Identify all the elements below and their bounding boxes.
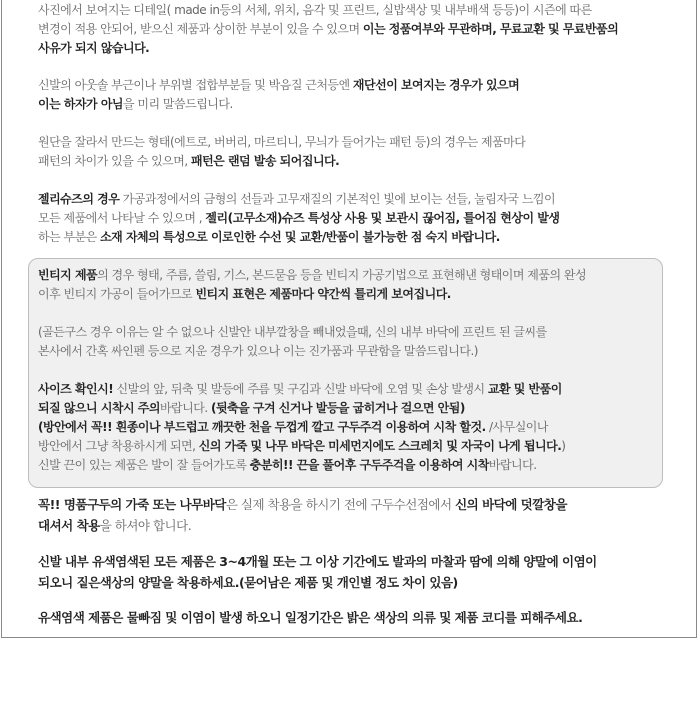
detail-notice <box>38 1 678 58</box>
size-check-emphasis4: (방안에서 꼭!! 흰종이나 부드럽고 깨끗한 천을 두껍게 깔고 구두주걱 이용하여 시착 할것. <box>38 420 486 434</box>
pattern-notice-line1: 원단을 잘라서 만드는 형태(에트로, 버버리, 마르티니, 무늬가 들어가는 패턴 등)의 경우는 제품마다 <box>38 135 526 149</box>
size-check-notice <box>38 380 678 475</box>
dye-transfer-notice <box>38 551 678 593</box>
color-fade-line1: 유색염색 제품은 물빠짐 및 이염이 발생 하오니 일정기간은 밝은 색상의 의류 및 제품 코디를 피해주세요. <box>38 610 583 625</box>
vintage-title: 빈티지 제품 <box>38 268 98 282</box>
seam-notice-not-defect: 이는 하자가 아님 <box>38 97 124 111</box>
jelly-shoes-line1: 가공과정에서의 금형의 선들과 고무재질의 기본적인 빛에 보이는 선들, 눌림자국 느낌이 <box>119 192 556 206</box>
pattern-notice-emphasis: 패턴은 랜덤 발송 되어집니다. <box>191 154 340 168</box>
detail-notice-line1: 사진에서 보여지는 디테일( made in등의 서체, 위치, 음각 및 프린트, 실밥색상 및 내부배색 등등)이 시즌에 따른 <box>38 3 592 17</box>
golden-goose-line2: 본사에서 간혹 싸인펜 등으로 지운 경우가 있으나 이는 진가품과 무관함을 말씀드립니다.) <box>38 344 478 358</box>
pattern-notice-line2: 패턴의 차이가 있을 수 있으며, <box>38 154 191 168</box>
leather-sole-emphasis3: 대셔서 착용 <box>38 518 100 533</box>
leather-sole-emphasis1: 꼭!! 명품구두의 가죽 또는 나무바닥 <box>38 497 226 512</box>
jelly-shoes-emphasis2: 소재 자체의 특성으로 이로인한 수선 및 교환/반품이 불가능한 점 숙지 바랍니다. <box>100 230 500 244</box>
seam-notice-line1: 신발의 아웃솔 부근이나 부위별 접합부분들 및 박음질 근처등엔 <box>38 78 353 92</box>
jelly-shoes-title: 젤리슈즈의 경우 <box>38 192 120 206</box>
size-check-line4: 방안에서 그냥 착용하시게 되면, <box>38 439 199 453</box>
jelly-shoes-line2: 모든 제품에서 나타날 수 있으며 , <box>38 211 206 225</box>
jelly-shoes-notice <box>38 190 678 247</box>
size-check-emphasis3: (뒷축을 구겨 신거나 발등을 굽히거나 걸으면 안됨) <box>210 401 465 415</box>
size-check-emphasis5: 신의 가죽 및 나무 바닥은 미세먼지에도 스크레치 및 자국이 나게 됩니다. <box>198 439 562 453</box>
seam-notice-line2: 을 미리 말씀드립니다. <box>123 97 233 111</box>
size-check-emphasis2: 되질 않으니 시착시 주의 <box>38 401 160 415</box>
dye-transfer-line2: 되오니 짙은색상의 양말을 착용하세요.(묻어남은 제품 및 개인별 정도 차이 있음) <box>38 575 458 590</box>
size-check-line5: 신발 끈이 있는 제품은 발이 잘 들어가도록 <box>38 458 250 472</box>
size-check-line1: 신발의 앞, 뒤축 및 발등에 주름 및 구김과 신발 바닥에 오염 및 손상 발생시 <box>113 382 488 396</box>
leather-sole-notice <box>38 494 678 536</box>
jelly-shoes-emphasis1: 젤리(고무소재)슈즈 특성상 사용 및 보관시 끊어짐, 틀어짐 현상이 발생 <box>205 211 560 225</box>
size-check-line2: 바랍니다. <box>159 401 211 415</box>
dye-transfer-line1: 신발 내부 유색염색된 모든 제품은 3~4개월 또는 그 이상 기간에도 발과의 마찰과 땀에 의해 양말에 이염이 <box>38 554 597 569</box>
leather-sole-emphasis2: 신의 바닥에 덧깔창을 <box>455 497 567 512</box>
leather-sole-line1: 은 실제 착용을 하시기 전에 구두수선점에서 <box>225 497 456 512</box>
leather-sole-line2: 을 하셔야 합니다. <box>99 518 192 533</box>
golden-goose-line1: (골든구스 경우 이유는 알 수 없으나 신발안 내부깔창을 빼내었을때, 신의 내부 바닥에 프린트 된 글씨를 <box>38 325 547 339</box>
size-check-emphasis1: 교환 및 반품이 <box>487 382 562 396</box>
jelly-shoes-line3: 하는 부분은 <box>38 230 101 244</box>
detail-notice-line2: 변경이 적용 안되어, 받으신 제품과 상이한 부분이 있을 수 있으며 <box>38 22 363 36</box>
size-check-line4-end: ) <box>561 439 566 453</box>
detail-notice-line3: 사유가 되지 않습니다. <box>38 41 150 55</box>
pattern-notice <box>38 133 678 171</box>
color-fade-notice <box>38 607 678 628</box>
size-check-title: 사이즈 확인시! <box>38 382 114 396</box>
vintage-line2: 이후 빈티지 가공이 들어가므로 <box>38 287 196 301</box>
vintage-emphasis: 빈티지 표현은 제품마다 약간씩 틀리게 보여집니다. <box>195 287 451 301</box>
seam-notice-emphasis: 재단선이 보여지는 경우가 있으며 <box>352 78 520 92</box>
seam-notice <box>38 76 678 114</box>
size-check-line3: /사무실이나 <box>485 420 548 434</box>
size-check-line5-end: 바랍니다. <box>488 458 537 472</box>
detail-notice-emphasis: 이는 정품여부와 무관하며, 무료교환 및 무료반품의 <box>362 22 619 36</box>
golden-goose-notice <box>38 323 678 361</box>
vintage-line1: 의 경우 형태, 주름, 쓸림, 기스, 본드묻음 등을 빈티지 가공기법으로 표현해낸 형태이며 제품의 완성 <box>97 268 587 282</box>
vintage-notice <box>38 266 678 304</box>
size-check-emphasis6: 충분히!! 끈을 풀어후 구두주걱을 이용하여 시착 <box>249 458 489 472</box>
